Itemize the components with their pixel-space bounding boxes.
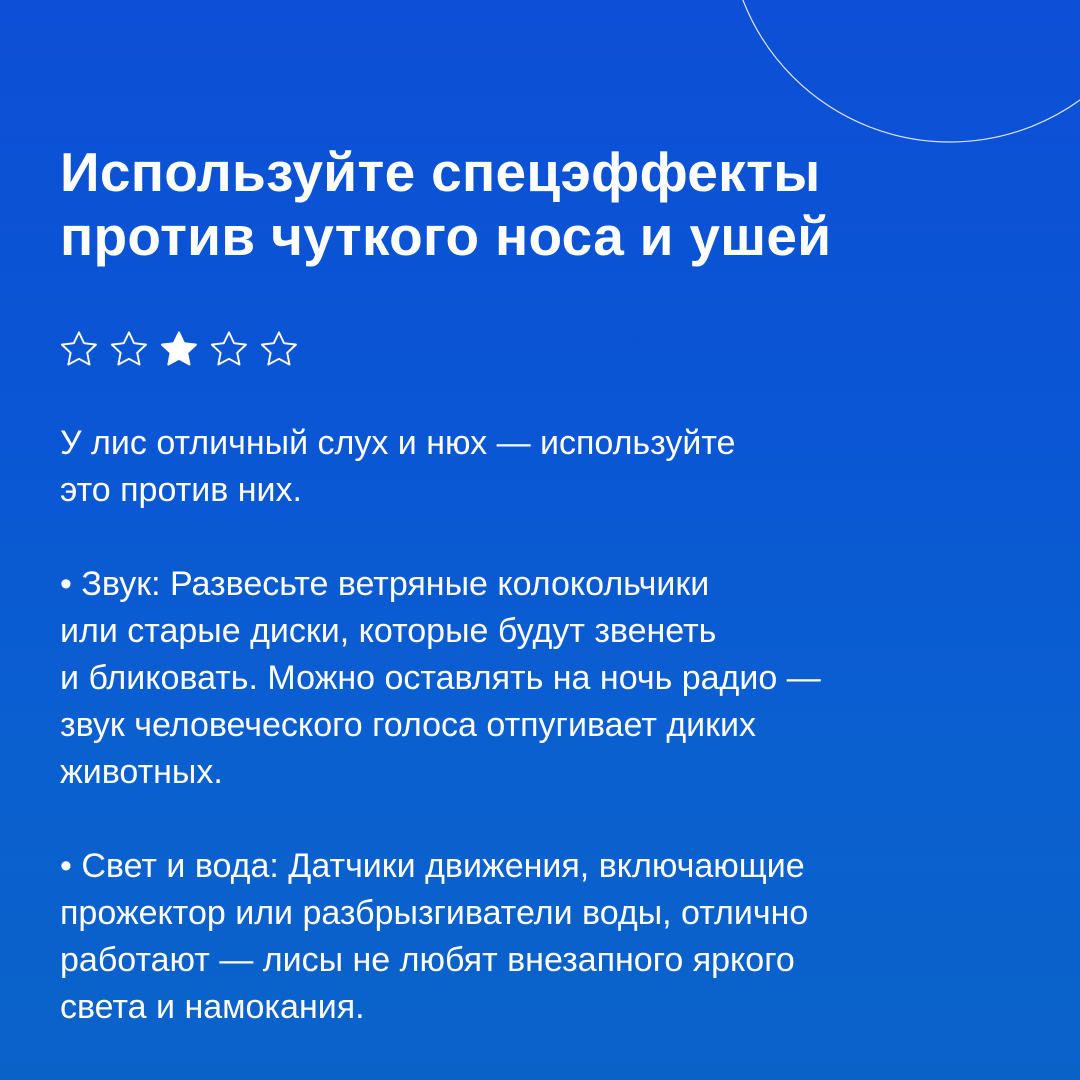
bullet-sound-line: звук человеческого голоса отпугивает диких <box>60 706 757 744</box>
bullet-sound <box>60 561 1020 796</box>
star-icon <box>158 328 200 370</box>
bullet-light-line: работают — лисы не любят внезапного яркого <box>60 941 795 979</box>
page-title <box>60 140 1020 268</box>
bullet-sound-line: • Звук: Развесьте ветряные колокольчики <box>60 565 710 603</box>
star-rating <box>58 328 300 370</box>
star-icon <box>258 328 300 370</box>
bullet-light <box>60 843 1020 1031</box>
bullet-light-line: света и намокания. <box>60 988 365 1026</box>
paragraph-spacer <box>60 796 1020 843</box>
star-icon <box>208 328 250 370</box>
bullet-sound-line: или старые диски, которые будут звенеть <box>60 612 717 650</box>
title-line-2: против чуткого носа и ушей <box>60 205 832 267</box>
bullet-light-line: прожектор или разбрызгиватели воды, отлично <box>60 894 809 932</box>
intro-line: это против них. <box>60 471 302 509</box>
intro-line: У лис отличный слух и нюх — используйте <box>60 424 736 462</box>
star-icon <box>58 328 100 370</box>
body-text <box>60 420 1020 1031</box>
bullet-light-line: • Свет и вода: Датчики движения, включающие <box>60 847 805 885</box>
star-icon <box>108 328 150 370</box>
intro-paragraph <box>60 420 1020 514</box>
title-line-1: Используйте спецэффекты <box>60 141 821 203</box>
paragraph-spacer <box>60 514 1020 561</box>
bullet-sound-line: и бликовать. Можно оставлять на ночь радио — <box>60 659 821 697</box>
bullet-sound-line: животных. <box>60 753 223 791</box>
